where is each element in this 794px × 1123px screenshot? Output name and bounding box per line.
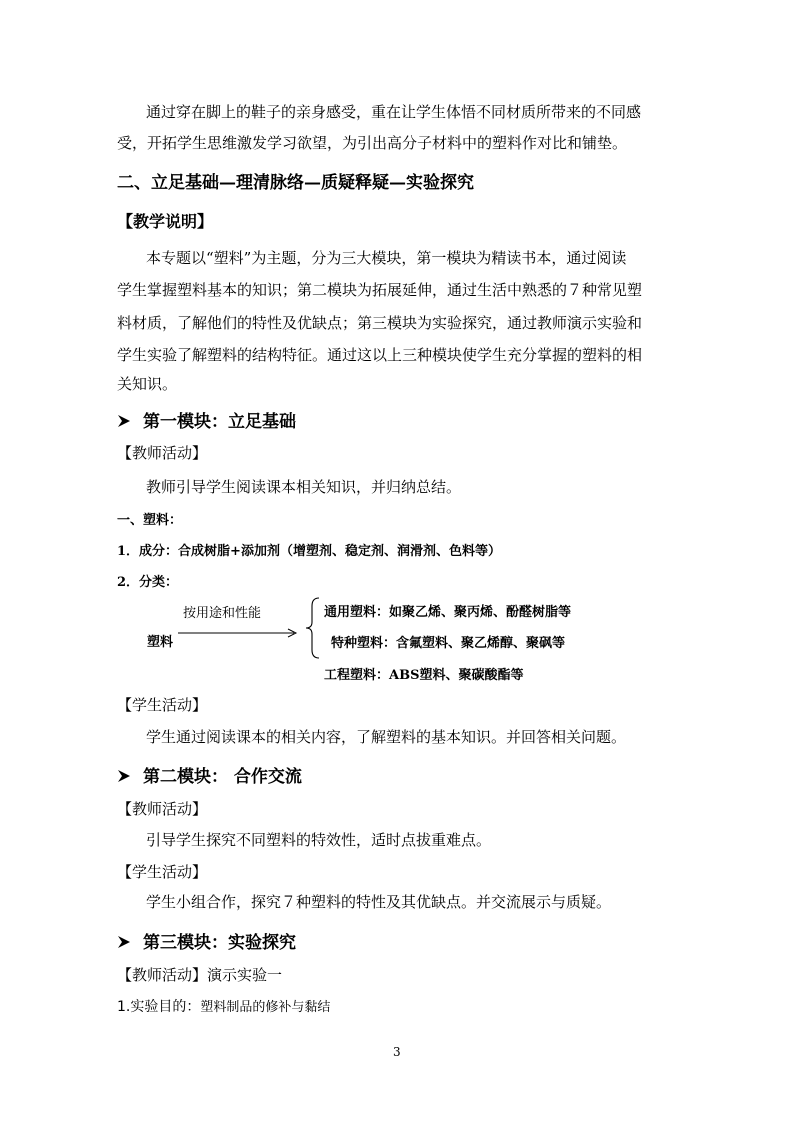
diagram-branch-special: 特种塑料：含氟塑料、聚乙烯醇、聚砜等	[331, 636, 566, 651]
module-2-title: 第二模块： 合作交流	[143, 767, 302, 787]
experiment-purpose-label: 1.实验目的：	[117, 999, 201, 1015]
experiment-purpose	[117, 996, 330, 1016]
diagram-arrow-label: 按用途和性能	[183, 606, 262, 621]
intro-line-2: 受，开拓学生思维激发学习欲望，为引出高分子材料中的塑料作对比和铺垫。	[117, 134, 628, 152]
classification-item: 2．分类：	[117, 575, 179, 590]
module-2-student-tag: 【学生活动】	[117, 863, 208, 881]
diagram-branch-engineering: 工程塑料：ABS塑料、聚碳酸酯等	[324, 668, 524, 683]
composition-item: 1．成分：合成树脂+添加剂（增塑剂、稳定剂、润滑剂、色料等）	[117, 544, 501, 559]
teaching-note-line-3: 料材质，了解他们的特性及优缺点；第三模块为实验探究，通过教师演示实验和	[117, 314, 643, 332]
module-1-heading	[117, 407, 296, 432]
module-2-student-text: 学生小组合作，探究７种塑料的特性及其优缺点。并交流展示与质疑。	[146, 893, 612, 911]
experiment-purpose-text: 塑料制品的修补与黏结	[200, 1000, 331, 1015]
module-1-title: 第一模块：立足基础	[143, 412, 296, 432]
module-1-teacher-text: 教师引导学生阅读课本相关知识，并归纳总结。	[146, 478, 462, 496]
arrow-bullet-icon	[117, 767, 131, 787]
teaching-note-line-4: 学生实验了解塑料的结构特征。通过这以上三种模块使学生充分掌握的塑料的相	[117, 346, 643, 364]
module-1-student-text: 学生通过阅读课本的相关内容，了解塑料的基本知识。并回答相关问题。	[146, 728, 627, 746]
diagram-root: 塑料	[147, 635, 174, 650]
diagram-arrow	[178, 626, 318, 640]
module-2-teacher-tag: 【教师活动】	[117, 800, 208, 818]
module-3-heading	[117, 928, 296, 953]
diagram-brace	[305, 596, 321, 660]
teaching-note-line-5: 关知识。	[117, 375, 178, 393]
arrow-bullet-icon	[117, 412, 131, 432]
module-3-teacher-tag: 【教师活动】演示实验一	[117, 966, 283, 984]
teaching-note-tag: 【教学说明】	[117, 212, 214, 231]
plastics-title: 一、塑料：	[117, 513, 183, 528]
arrow-bullet-icon	[117, 933, 131, 953]
module-3-title: 第三模块：实验探究	[143, 933, 296, 953]
module-2-teacher-text: 引导学生探究不同塑料的特效性，适时点拔重难点。	[146, 831, 492, 849]
teaching-note-line-1: 本专题以“塑料”为主题，分为三大模块，第一模块为精读书本，通过阅读	[146, 249, 627, 267]
page-number: 3	[393, 1045, 401, 1059]
diagram-branch-general: 通用塑料：如聚乙烯、聚丙烯、酚醛树脂等	[324, 605, 572, 620]
module-2-heading	[117, 762, 302, 787]
teaching-note-line-2: 学生掌握塑料基本的知识；第二模块为拓展延伸，通过生活中熟悉的７种常见塑	[117, 281, 643, 299]
intro-line-1: 通过穿在脚上的鞋子的亲身感受，重在让学生体悟不同材质所带来的不同感	[146, 103, 642, 121]
section-heading: 二、立足基础—理清脉络—质疑释疑—实验探究	[117, 173, 474, 193]
module-1-student-tag: 【学生活动】	[117, 696, 208, 714]
module-1-teacher-tag: 【教师活动】	[117, 444, 208, 462]
